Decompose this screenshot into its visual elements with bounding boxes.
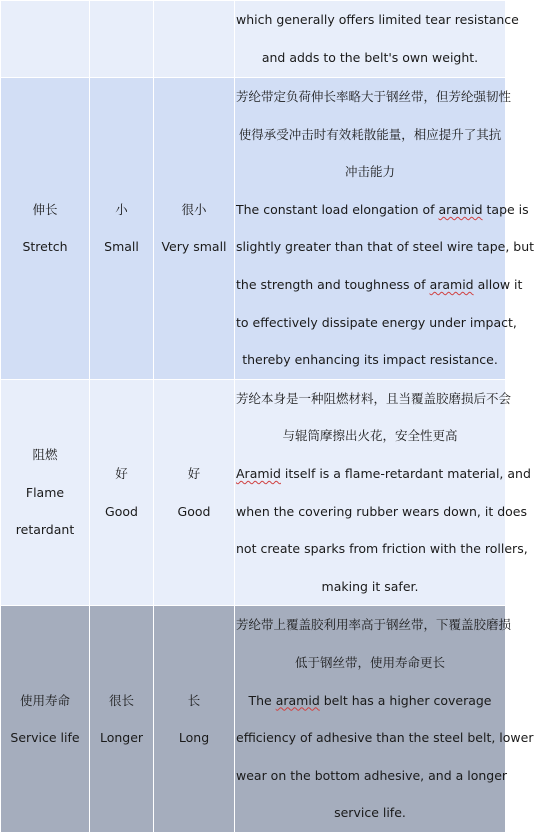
cell-line: Service life [10,730,80,746]
cell-line: 使得承受冲击时有效耗散能量，相应提升了其抗 [238,126,502,142]
cell-line: making it safer. [321,578,419,594]
cell-line: 伸长 [32,201,58,217]
aramid-belt-cell [90,379,154,606]
cell-line: Good [105,503,138,519]
aramid-belt-cell [90,606,154,833]
cell-line: The constant load elongation of aramid tape is [236,201,529,217]
cell-line: 好 [187,465,201,481]
table-row [1,606,506,833]
cell-line: 好 [115,465,128,481]
cell-line: Stretch [22,239,68,255]
cell-line: retardant [15,522,75,538]
cell-line: service life. [334,805,406,821]
steel-belt-cell [154,1,235,78]
cell-line: wear on the bottom adhesive, and a longer [236,767,508,783]
property-cell [1,1,90,78]
cell-line: Flame [25,484,65,500]
property-cell [1,379,90,606]
cell-line: The aramid belt has a higher coverage [248,692,492,708]
table-row [1,1,506,78]
property-cell [1,78,90,380]
cell-line: Very small [161,239,227,255]
description-cell [235,1,519,78]
steel-belt-cell [154,78,235,380]
cell-line: 阻燃 [32,447,58,463]
cell-line: and adds to the belt's own weight. [261,50,479,65]
steel-belt-cell [154,379,235,606]
table-row [1,379,506,606]
cell-line: Long [178,730,210,746]
cell-line: 冲击能力 [344,164,395,180]
cell-line: 芳纶本身是一种阻燃材料，且当覆盖胶磨损后不会 [236,390,512,406]
cell-line: 很小 [181,201,207,217]
cell-line: 与辊筒摩擦出火花，安全性更高 [282,428,458,444]
cell-line: which generally offers limited tear resistance [236,12,519,28]
cell-line: slightly greater than that of steel wire tape, but [236,239,534,255]
cell-line: to effectively dissipate energy under impact, [236,314,517,330]
cell-line: 长 [187,692,201,708]
cell-line: not create sparks from friction with the rollers, [236,541,528,557]
property-cell [1,606,90,833]
cell-line: 很长 [108,692,134,708]
description-cell [235,606,534,833]
description-cell [235,78,534,380]
aramid-belt-cell [90,78,154,380]
cell-line: thereby enhancing its impact resistance. [242,352,498,368]
cell-line: Small [104,239,139,255]
cell-line: Aramid itself is a flame-retardant material, and [236,465,531,481]
cell-line: 芳纶带上覆盖胶利用率高于钢丝带，下覆盖胶磨损 [236,617,512,633]
cell-line: the strength and toughness of aramid allow it [236,276,523,292]
cell-line: Longer [99,730,144,746]
cell-line: 芳纶带定负荷伸长率略大于钢丝带，但芳纶强韧性 [236,89,512,104]
cell-line: efficiency of adhesive than the steel belt, lower [236,730,534,746]
steel-belt-cell [154,606,235,833]
cell-line: when the covering rubber wears down, it does [236,503,528,519]
spellcheck-underline: aramid [275,692,320,708]
spellcheck-underline: Aramid [236,465,281,481]
cell-line: 使用寿命 [19,692,70,708]
table-row [1,78,506,380]
description-cell [235,379,531,606]
cell-line: 小 [115,201,128,217]
spellcheck-underline: aramid [429,276,474,292]
cell-line: 低于钢丝带，使用寿命更长 [294,654,445,670]
aramid-belt-cell [90,1,154,78]
spellcheck-underline: aramid [438,201,483,217]
cell-line: Good [177,503,211,519]
